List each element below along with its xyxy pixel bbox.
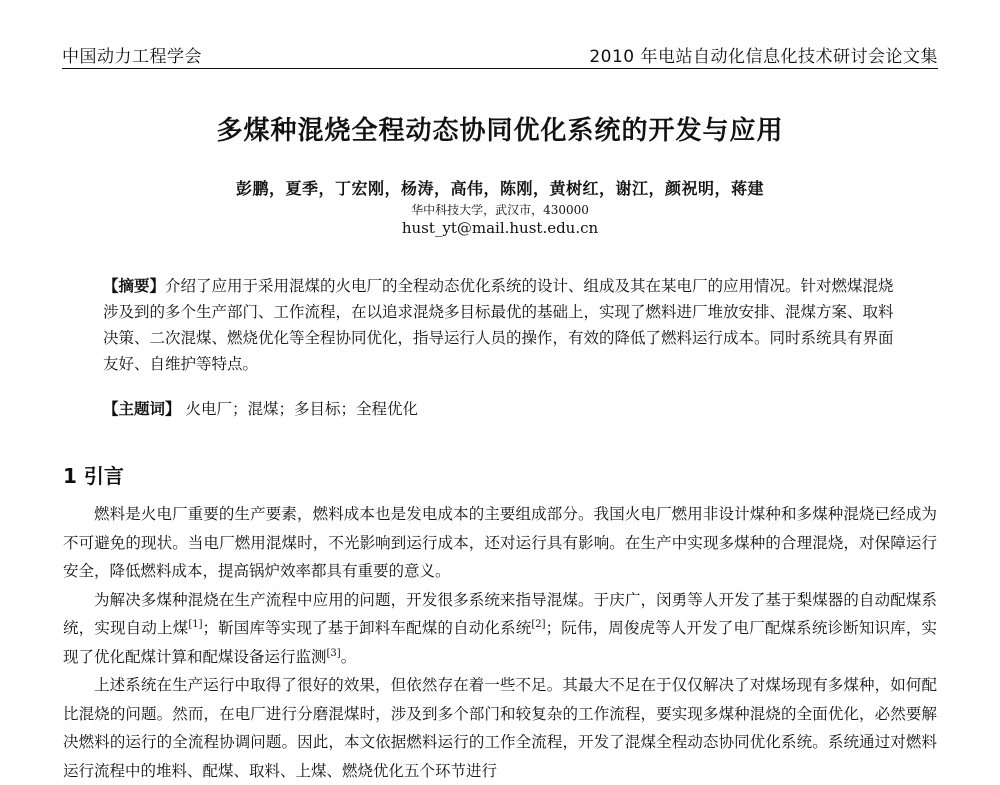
paragraph-2	[63, 586, 937, 672]
citation-2: [2]	[531, 618, 546, 630]
running-header	[62, 38, 938, 69]
header-proceedings: 2010 年电站自动化信息化技术研讨会论文集	[589, 47, 938, 67]
paper-affiliation: 华中科技大学，武汉市，430000	[411, 203, 589, 217]
section-heading-introduction: 1 引言	[63, 464, 124, 488]
paragraph-3: 上述系统在生产运行中取得了很好的效果，但依然存在着一些不足。其最大不足在于仅仅解决了对煤场现有多煤种，如何配比混烧的问题。然而，在电厂进行分磨混煤时，涉及到多个部门和较复杂的工作流程，要实现多煤种混烧的全面优化，必然要解决燃料的运行的全流程协调问题。因此，本文依据燃料运行的工作全流程，开发了混煤全程动态协同优化系统。系统通过对燃料运行流程中的堆料、配煤、取料、上煤、燃烧优化五个环节进行	[63, 676, 937, 780]
keywords-text: 火电厂；混煤；多目标；全程优化	[185, 400, 418, 418]
citation-1: [1]	[188, 618, 203, 630]
paper-title: 多煤种混烧全程动态协同优化系统的开发与应用	[216, 116, 784, 146]
paragraph-2-part-d: 。	[340, 647, 357, 666]
keywords	[103, 397, 903, 419]
abstract	[103, 273, 903, 377]
paper-email: hust_yt@mail.hust.edu.cn	[401, 219, 599, 237]
header-organization: 中国动力工程学会	[62, 47, 202, 67]
abstract-text: 介绍了应用于采用混煤的火电厂的全程动态优化系统的设计、组成及其在某电厂的应用情况。针对燃煤混烧涉及到的多个生产部门、工作流程，在以追求混烧多目标最优的基础上，实现了燃料进厂堆放安排、混煤方案、取料决策、二次混煤、燃烧优化等全程协同优化，指导运行人员的操作，有效的降低了燃料运行成本。同时系统具有界面友好、自维护等特点。	[103, 277, 894, 373]
section-body	[63, 500, 937, 785]
paper-authors: 彭鹏，夏季，丁宏刚，杨涛，高伟，陈刚，黄树红，谢江，颜祝明，蒋建	[235, 179, 764, 198]
paragraph-1: 燃料是火电厂重要的生产要素，燃料成本也是发电成本的主要组成部分。我国火电厂燃用非设计煤种和多煤种混烧已经成为不可避免的现状。当电厂燃用混煤时，不光影响到运行成本，还对运行具有影响。在生产中实现多煤种的合理混烧，对保障运行安全，降低燃料成本，提高锅炉效率都具有重要的意义。	[63, 505, 937, 580]
paragraph-2-part-c: ；阮伟，周俊虎等人开发了电厂配煤系统诊断知识库，实现了优化配煤计算和配煤设备运行监测	[63, 619, 937, 666]
abstract-label: 【摘要】	[103, 277, 166, 295]
citation-3: [3]	[326, 647, 341, 659]
paragraph-2-part-a: 为解决多煤种混烧在生产流程中应用的问题，开发很多系统来指导混煤。于庆广，闵勇等人开发了基于梨煤器的自动配煤系统，实现自动上煤	[63, 590, 937, 637]
keywords-label: 【主题词】	[103, 400, 181, 418]
paragraph-2-part-b: ；靳国库等实现了基于卸料车配煤的自动化系统	[202, 619, 532, 637]
